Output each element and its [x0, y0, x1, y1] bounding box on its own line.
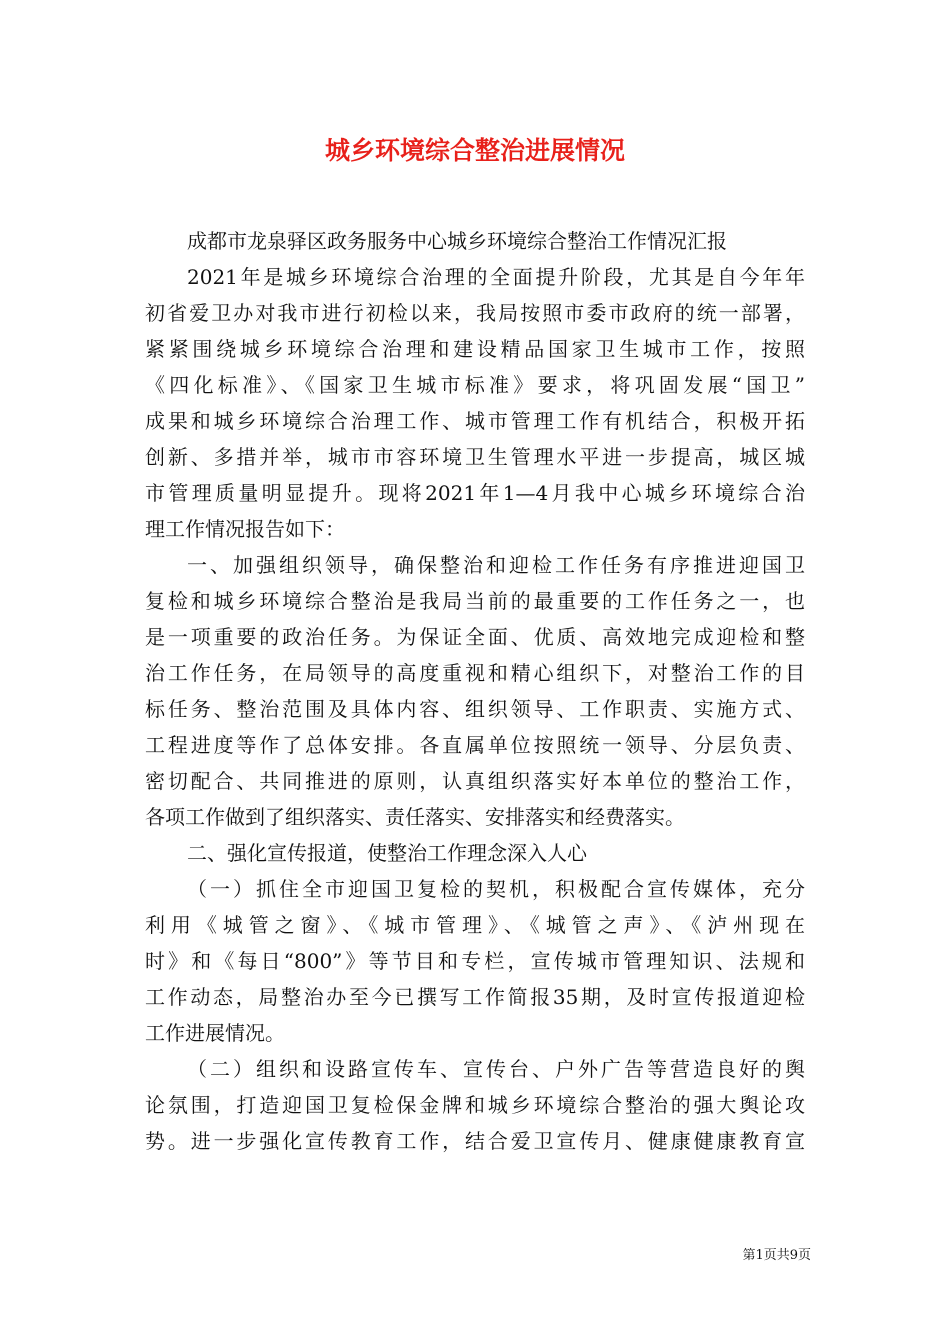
body-line: 治工作任务，在局领导的高度重视和精心组织下，对整治工作的目 — [145, 661, 805, 685]
body-line: 工作进展情况。 — [145, 1021, 285, 1045]
body-line: 初省爱卫办对我市进行初检以来，我局按照市委市政府的统一部署， — [145, 301, 805, 325]
body-line: 理工作情况报告如下： — [145, 517, 345, 541]
body-line: 复检和城乡环境综合整治是我局当前的最重要的工作任务之一，也 — [145, 589, 805, 613]
body-line: 成都市龙泉驿区政务服务中心城乡环境综合整治工作情况汇报 — [187, 229, 727, 253]
body-line: 成果和城乡环境综合治理工作、城市管理工作有机结合，积极开拓 — [145, 409, 805, 433]
body-line: 各项工作做到了组织落实、责任落实、安排落实和经费落实。 — [145, 805, 685, 829]
body-line: 标任务、整治范围及具体内容、组织领导、工作职责、实施方式、 — [145, 697, 805, 721]
body-line: （一）抓住全市迎国卫复检的契机，积极配合宣传媒体，充分 — [187, 877, 805, 901]
body-line: 工作动态，局整治办至今已撰写工作简报35期，及时宣传报道迎检 — [145, 985, 805, 1009]
body-line: 一、加强组织领导，确保整治和迎检工作任务有序推进迎国卫 — [187, 553, 805, 577]
body-line: 时》和《每日“800”》等节目和专栏，宣传城市管理知识、法规和 — [145, 949, 805, 973]
body-line: 论氛围，打造迎国卫复检保金牌和城乡环境综合整治的强大舆论攻 — [145, 1093, 805, 1117]
body-line: 2021年是城乡环境综合治理的全面提升阶段，尤其是自今年年 — [187, 265, 805, 289]
body-line: 紧紧围绕城乡环境综合治理和建设精品国家卫生城市工作，按照 — [145, 337, 805, 361]
body-line: 《四化标准》、《国家卫生城市标准》要求，将巩固发展“国卫” — [145, 373, 805, 397]
body-line: 是一项重要的政治任务。为保证全面、优质、高效地完成迎检和整 — [145, 625, 805, 649]
body-line: （二）组织和设路宣传车、宣传台、户外广告等营造良好的舆 — [187, 1057, 805, 1081]
body-line: 利用《城管之窗》、《城市管理》、《城管之声》、《泸州现在 — [145, 913, 805, 937]
body-line: 二、强化宣传报道，使整治工作理念深入人心 — [187, 841, 587, 865]
document-body — [145, 223, 805, 1159]
body-line: 工程进度等作了总体安排。各直属单位按照统一领导、分层负责、 — [145, 733, 805, 757]
page-number: 第1页共9页 — [742, 1248, 811, 1263]
body-line: 势。进一步强化宣传教育工作，结合爱卫宣传月、健康健康教育宣 — [145, 1129, 805, 1153]
body-line: 创新、多措并举，城市市容环境卫生管理水平进一步提高，城区城 — [145, 445, 805, 469]
body-line: 市管理质量明显提升。现将2021年1—4月我中心城乡环境综合治 — [145, 481, 805, 505]
body-line: 密切配合、共同推进的原则，认真组织落实好本单位的整治工作， — [145, 769, 805, 793]
document-title: 城乡环境综合整治进展情况 — [324, 136, 625, 165]
